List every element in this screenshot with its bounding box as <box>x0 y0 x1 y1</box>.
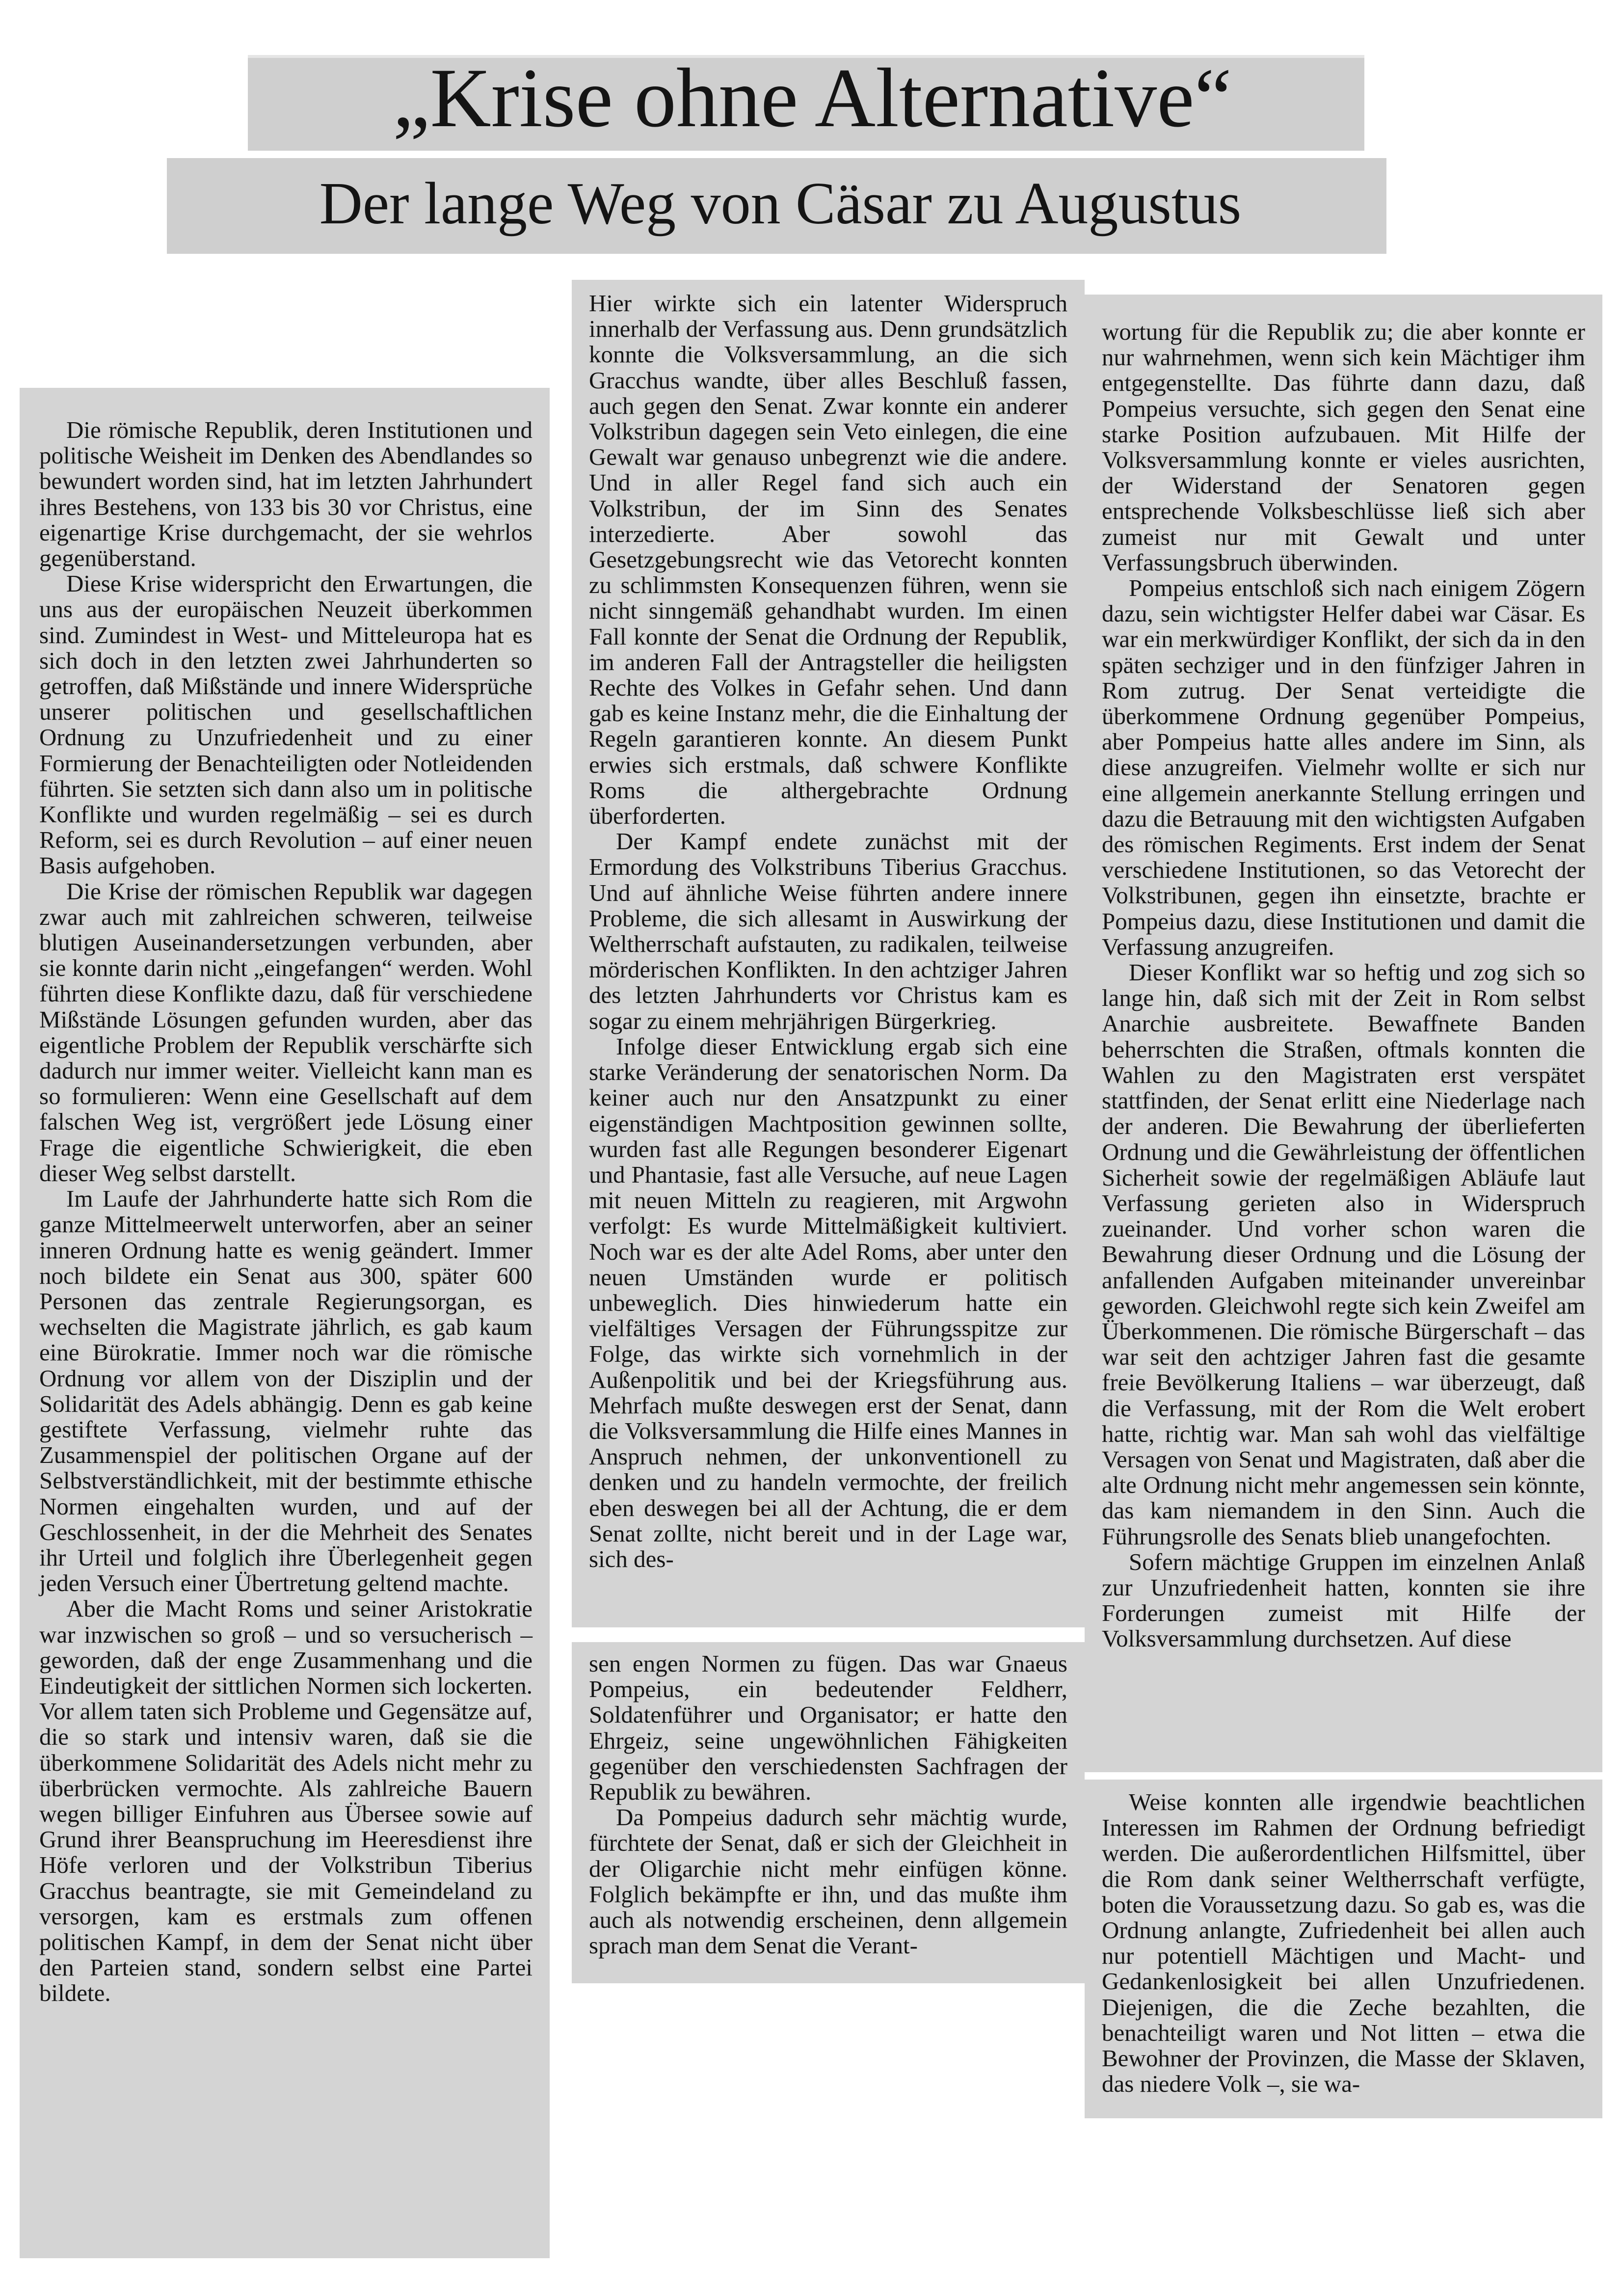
article-column-3-lower <box>1085 1780 1602 2118</box>
paragraph: Hier wirkte sich ein latenter Widerspruch innerhalb der Verfassung aus. Denn grundsätzlich konnte die Volksversammlung, an die sich Gracchus wandte, über alles Beschluß fassen, auch gegen den Senat. Zwar konnte ein anderer Volkstribun dagegen sein Veto einlegen, die eine Gewalt war genauso unbegrenzt wie die andere. Und in aller Regel fand sich auch ein Volkstribun, der im Sinn des Senates interzedierte. Aber sowohl das Gesetzgebungsrecht wie das Vetorecht konnten zu schlimmsten Konsequenzen führen, wenn sie nicht sinngemäß gehandhabt wurden. Im einen Fall konnte der Senat die Ordnung der Republik, im anderen Fall der Antragsteller die heiligsten Rechte des Volkes in Gefahr sehen. Und dann gab es keine Instanz mehr, die die Einhaltung der Regeln garantieren konnte. An diesem Punkt erwies sich erstmals, daß schwere Konflikte Roms die althergebrachte Ordnung überforderten. <box>589 290 1067 830</box>
article-subheadline: Der lange Weg von Cäsar zu Augustus <box>319 170 1242 237</box>
paragraph: wortung für die Republik zu; die aber konnte er nur wahrnehmen, wenn sich kein Mächtiger ihm entgegenstellte. Das führte dann dazu, daß Pompeius versuchte, sich gegen den Senat eine starke Position aufzubauen. Mit Hilfe der Volksversammlung konnte er vieles ausrichten, der Widerstand der Senatoren gegen entsprechende Volksbeschlüsse ließ sich aber zumeist nur mit Gewalt und unter Verfassungsbruch überwinden. <box>1102 318 1585 576</box>
paragraph: Aber die Macht Roms und seiner Aristokratie war inzwischen so groß – und so versucherisch – geworden, daß der enge Zusammenhang und die Eindeutigkeit der sittlichen Normen sich lockerten. Vor allem taten sich Probleme und Gegensätze auf, die so stark und intensiv waren, daß sie die überkommene Solidarität des Adels nicht mehr zu überbrücken vermochte. Als zahlreiche Bauern wegen billiger Einfuhren aus Übersee sowie auf Grund ihrer Beanspruchung im Heeresdienst ihre Höfe verloren und der Volkstribun Tiberius Gracchus beantragte, sie mit Gemeindeland zu versorgen, kam es erstmals zum offenen politischen Kampf, in dem der Senat nicht über den Parteien stand, sondern selbst eine Partei bildete. <box>39 1595 532 2007</box>
paragraph: Pompeius entschloß sich nach einigem Zögern dazu, sein wichtigster Helfer dabei war Cäsar. Es war ein merkwürdiger Konflikt, der sich da in den späten sechziger und in den fünfziger Jahren in Rom zutrug. Der Senat verteidigte die überkommene Ordnung gegenüber Pompeius, aber Pompeius hatte alles andere im Sinn, als diese anzugreifen. Vielmehr wollte er sich nur eine allgemein anerkannte Stellung erringen und dazu die Betrauung mit den wichtigsten Aufgaben des römischen Regiments. Erst indem der Senat verschiedene Institutionen, so das Vetorecht der Volkstribunen, gegen ihn einsetzte, brachte er Pompeius dazu, diese Institutionen und damit die Verfassung anzugreifen. <box>1102 574 1585 960</box>
article-column-2-upper <box>572 280 1085 1627</box>
paragraph: Diese Krise widerspricht den Erwartungen, die uns aus der europäischen Neuzeit überkommen sind. Zumindest in West- und Mitteleuropa hat es sich doch in den letzten zwei Jahrhunderten so getroffen, daß Mißstände und innere Widersprüche unserer politischen und gesellschaftlichen Ordnung zu Unzufriedenheit und zu einer Formierung der Benachteiligten oder Notleidenden führten. Sie setzten sich dann also um in politische Konflikte und wurden regelmäßig – sei es durch Reform, sei es durch Revolution – auf einer neuen Basis aufgehoben. <box>39 570 532 879</box>
paragraph: Die römische Republik, deren Institutionen und politische Weisheit im Denken des Abendlandes so bewundert worden sind, hat im letzten Jahrhundert ihres Bestehens, von 133 bis 30 vor Christus, eine eigenartige Krise durchgemacht, der sie wehrlos gegenüberstand. <box>39 416 532 572</box>
paragraph: Dieser Konflikt war so heftig und zog sich so lange hin, daß sich mit der Zeit in Rom selbst Anarchie ausbreitete. Bewaffnete Banden beherrschten die Straßen, oftmals konnten die Wahlen zu den Magistraten erst verspätet stattfinden, der Senat erlitt eine Niederlage nach der anderen. Die Bewahrung der überlieferten Ordnung und die Gewährleistung der öffentlichen Sicherheit sowie der regelmäßigen Abläufe laut Verfassung gerieten also in Widerspruch zueinander. Und vorher schon waren die Bewahrung dieser Ordnung und die Lösung der anfallenden Aufgaben miteinander unvereinbar geworden. Gleichwohl regte sich kein Zweifel am Überkommenen. Die römische Bürgerschaft – das war seit den achtziger Jahren fast die gesamte freie Bevölkerung Italiens – war überzeugt, daß die Verfassung, mit der Rom die Welt erobert hatte, richtig war. Man sah wohl das vielfältige Versagen von Senat und Magistraten, daß aber die alte Ordnung nicht mehr angemessen sein könnte, das kam niemandem in den Sinn. Auch die Führungsrolle des Senats blieb unangefochten. <box>1102 959 1585 1550</box>
paragraph: Da Pompeius dadurch sehr mächtig wurde, fürchtete der Senat, daß er sich der Gleichheit in der Oligarchie nicht mehr einfügen könne. Folglich bekämpfte er ihn, und das mußte ihm auch als notwendig erscheinen, denn allgemein sprach man dem Senat die Verant- <box>589 1804 1067 1959</box>
paragraph: Die Krise der römischen Republik war dagegen zwar auch mit zahlreichen schweren, teilweise blutigen Auseinandersetzungen verbunden, aber sie konnte darin nicht „eingefangen“ werden. Wohl führten diese Konflikte dazu, daß für verschiedene Mißstände Lösungen gefunden wurden, aber das eigentliche Problem der Republik verschärfte sich dadurch nur immer weiter. Vielleicht kann man es so formulieren: Wenn eine Gesellschaft auf dem falschen Weg ist, vergrößert jede Lösung einer Frage die eigentliche Schwierigkeit, die eben dieser Weg selbst darstellt. <box>39 877 532 1187</box>
paragraph: Weise konnten alle irgendwie beachtlichen Interessen im Rahmen der Ordnung befriedigt werden. Die außerordentlichen Hilfsmittel, über die Rom dank seiner Weltherrschaft verfügte, boten die Voraussetzung dazu. So gab es, was die Ordnung anlangte, Zufriedenheit bei allen auch nur potentiell Mächtigen und Macht- und Gedankenlosigkeit bei allen Unzufriedenen. Diejenigen, die die Zeche bezahlten, die benachteiligt waren und Not litten – etwa die Bewohner der Provinzen, die Masse der Sklaven, das niedere Volk –, sie wa- <box>1102 1788 1585 2098</box>
paragraph: sen engen Normen zu fügen. Das war Gnaeus Pompeius, ein bedeutender Feldherr, Soldatenführer und Organisator; er hatte den Ehrgeiz, seine ungewöhnlichen Fähigkeiten gegenüber den verschiedensten Sachfragen der Republik zu bewähren. <box>589 1650 1067 1806</box>
article-column-3-upper <box>1085 295 1602 1772</box>
article-column-1 <box>20 388 550 2258</box>
paragraph: Der Kampf endete zunächst mit der Ermordung des Volkstribuns Tiberius Gracchus. Und auf ähnliche Weise führten andere innere Probleme, die sich allesamt in Auswirkung der Weltherrschaft aufstauten, zu radikalen, teilweise mörderischen Konflikten. In den achtziger Jahren des letzten Jahrhunderts vor Christus kam es sogar zu einem mehrjährigen Bürgerkrieg. <box>589 828 1067 1034</box>
article-headline: „Krise ohne Alternative“ <box>393 52 1232 145</box>
paragraph: Im Laufe der Jahrhunderte hatte sich Rom die ganze Mittelmeerwelt unterworfen, aber an seiner inneren Ordnung hatte es wenig geändert. Immer noch bildete ein Senat aus 300, später 600 Personen das zentrale Regierungsorgan, es wechselten die Magistrate jährlich, es gab kaum eine Bürokratie. Immer noch war die römische Ordnung vor allem von der Disziplin und der Solidarität des Adels abhängig. Denn es gab keine gestiftete Verfassung, vielmehr ruhte das Zusammenspiel der politischen Organe auf der Selbstverständlichkeit, mit der bestimmte ethische Normen eingehalten wurden, und auf der Geschlossenheit, in der die Mehrheit des Senates ihr Urteil und folglich ihre Überlegenheit gegen jeden Versuch einer Übertretung geltend machte. <box>39 1185 532 1597</box>
paragraph: Sofern mächtige Gruppen im einzelnen Anlaß zur Unzufriedenheit hatten, konnten sie ihre Forderungen zumeist mit Hilfe der Volksversammlung durchsetzen. Auf diese <box>1102 1548 1585 1652</box>
paragraph: Infolge dieser Entwicklung ergab sich eine starke Veränderung der senatorischen Norm. Da keiner auch nur den Ansatzpunkt zu einer eigenständigen Machtposition gewinnen sollte, wurden fast alle Regungen besonderer Eigenart und Phantasie, fast alle Versuche, auf neue Lagen mit neuen Mitteln zu reagieren, mit Argwohn verfolgt: Es wurde Mittelmäßigkeit kultiviert. Noch war es der alte Adel Roms, aber unter den neuen Umständen wurde er politisch unbeweglich. Dies hinwiederum hatte ein vielfältiges Versagen der Führungsspitze zur Folge, das wirkte sich vornehmlich in der Außenpolitik und bei der Kriegsführung aus. Mehrfach mußte deswegen erst der Senat, dann die Volksversammlung die Hilfe eines Mannes in Anspruch nehmen, der unkonventionell zu denken und zu handeln vermochte, der freilich eben deswegen bei all der Achtung, die er dem Senat zollte, nicht bereit und in der Lage war, sich des- <box>589 1032 1067 1572</box>
article-column-2-lower <box>572 1642 1085 1983</box>
